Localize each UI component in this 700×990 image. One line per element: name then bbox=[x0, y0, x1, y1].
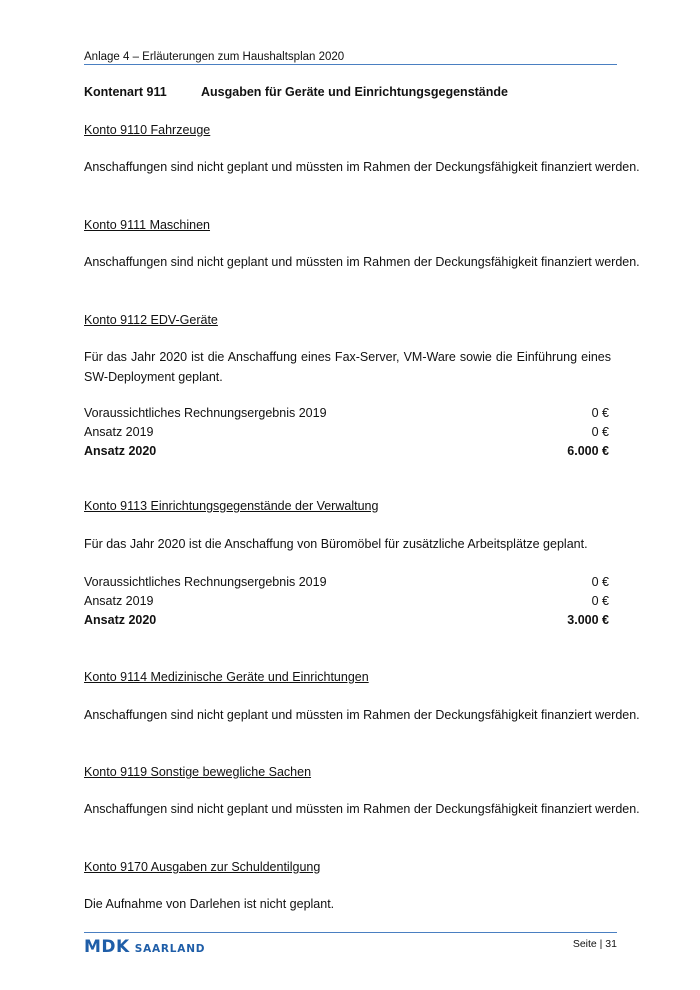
header-rule bbox=[84, 64, 617, 65]
mdk-saarland-logo bbox=[84, 937, 205, 957]
row-value: 0 € bbox=[591, 594, 609, 608]
section-text-9111: Anschaffungen sind nicht geplant und müssten im Rahmen der Deckungsfähigkeit finanziert werden. bbox=[84, 255, 640, 269]
section-title-9112: Konto 9112 EDV-Geräte bbox=[84, 313, 218, 327]
section-title-9110: Konto 9110 Fahrzeuge bbox=[84, 123, 211, 137]
section-title-9119: Konto 9119 Sonstige bewegliche Sachen bbox=[84, 765, 312, 779]
logo-saarland-text: SAARLAND bbox=[134, 943, 206, 955]
footer-rule bbox=[84, 932, 617, 933]
section-title-9114: Konto 9114 Medizinische Geräte und Einrichtungen bbox=[84, 670, 369, 684]
section-text-9119: Anschaffungen sind nicht geplant und müssten im Rahmen der Deckungsfähigkeit finanziert werden. bbox=[84, 802, 640, 816]
row-label: Ansatz 2019 bbox=[84, 425, 154, 439]
row-label: Ansatz 2019 bbox=[84, 594, 154, 608]
row-value-total: 3.000 € bbox=[567, 613, 609, 627]
logo-mdk-text: MDK bbox=[84, 937, 130, 957]
row-value: 0 € bbox=[591, 425, 609, 439]
section-text-9114: Anschaffungen sind nicht geplant und müssten im Rahmen der Deckungsfähigkeit finanziert werden. bbox=[84, 708, 640, 722]
section-title-9111: Konto 9111 Maschinen bbox=[84, 218, 211, 232]
section-text-9112: Für das Jahr 2020 ist die Anschaffung eines Fax-Server, VM-Ware sowie die Einführung eines SW-Deployment geplant. bbox=[84, 350, 611, 384]
row-value-total: 6.000 € bbox=[567, 444, 609, 458]
section-text-9113: Für das Jahr 2020 ist die Anschaffung von Büromöbel für zusätzliche Arbeitsplätze geplant. bbox=[84, 537, 588, 551]
section-text-9110: Anschaffungen sind nicht geplant und müssten im Rahmen der Deckungsfähigkeit finanziert werden. bbox=[84, 160, 640, 174]
row-value: 0 € bbox=[591, 575, 609, 589]
account-type-title: Ausgaben für Geräte und Einrichtungsgegenstände bbox=[201, 85, 508, 99]
row-label-total: Ansatz 2020 bbox=[84, 444, 157, 458]
section-title-9170: Konto 9170 Ausgaben zur Schuldentilgung bbox=[84, 860, 321, 874]
section-text-9170: Die Aufnahme von Darlehen ist nicht geplant. bbox=[84, 897, 335, 911]
page-number: Seite | 31 bbox=[572, 938, 617, 950]
page-header: Anlage 4 – Erläuterungen zum Haushaltsplan 2020 bbox=[84, 51, 345, 63]
section-title-9113: Konto 9113 Einrichtungsgegenstände der Verwaltung bbox=[84, 499, 379, 513]
account-type-label: Kontenart 911 bbox=[84, 85, 167, 99]
row-label-total: Ansatz 2020 bbox=[84, 613, 157, 627]
row-value: 0 € bbox=[591, 406, 609, 420]
row-label: Voraussichtliches Rechnungsergebnis 2019 bbox=[84, 406, 327, 420]
row-label: Voraussichtliches Rechnungsergebnis 2019 bbox=[84, 575, 327, 589]
